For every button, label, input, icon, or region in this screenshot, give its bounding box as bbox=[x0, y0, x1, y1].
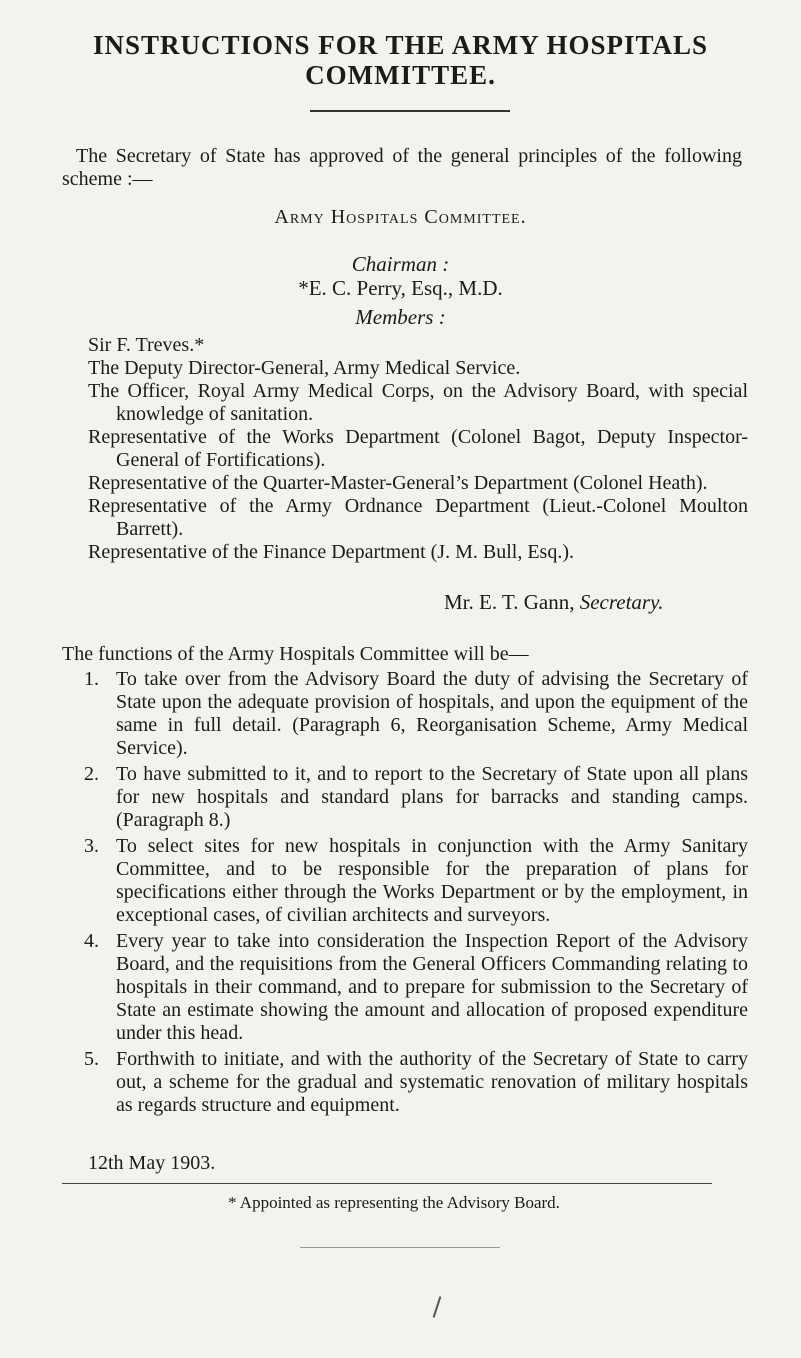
function-item bbox=[62, 835, 748, 927]
intro-paragraph bbox=[62, 145, 742, 191]
function-text: To select sites for new hospitals in conjunction with the Army Sanitary Committee, and to be responsible for the preparation of plans for specifications either through the Works Department or by the employment, in exceptional cases, of civilian architects and surveyors. bbox=[116, 835, 748, 926]
secretary-name: Mr. E. T. Gann, bbox=[444, 590, 575, 614]
functions-list bbox=[62, 668, 748, 1120]
function-number: 5. bbox=[84, 1048, 99, 1070]
chairman-name: *E. C. Perry, Esq., M.D. bbox=[298, 276, 503, 300]
footnote: * Appointed as representing the Advisory Board. bbox=[228, 1193, 560, 1212]
end-divider bbox=[300, 1247, 500, 1248]
function-number: 1. bbox=[84, 668, 99, 690]
secretary-line bbox=[444, 590, 664, 615]
functions-intro: The functions of the Army Hospitals Committee will be— bbox=[62, 643, 529, 665]
function-text: Forthwith to initiate, and with the authority of the Secretary of State to carry out, a scheme for the gradual and systematic renovation of military hospitals as regards structure and equipment. bbox=[116, 1048, 748, 1116]
member-item: Representative of the Finance Department (J. M. Bull, Esq.). bbox=[88, 541, 574, 563]
scan-mark bbox=[433, 1296, 442, 1318]
member-item: The Officer, Royal Army Medical Corps, on the Advisory Board, with special knowledge of sanitation. bbox=[88, 380, 748, 425]
title-divider bbox=[310, 110, 510, 112]
member-item: Sir F. Treves.* bbox=[88, 334, 205, 356]
document-title-line-2: COMMITTEE. bbox=[305, 60, 496, 90]
function-item bbox=[62, 1048, 748, 1117]
function-text: To have submitted to it, and to report to the Secretary of State upon all plans for new hospitals and standard plans for barracks and standing camps. (Paragraph 8.) bbox=[116, 763, 748, 831]
function-item bbox=[62, 668, 748, 760]
function-number: 2. bbox=[84, 763, 99, 785]
function-number: 3. bbox=[84, 835, 99, 857]
intro-text: The Secretary of State has approved of the general principles of the following scheme :— bbox=[62, 145, 742, 190]
member-item: Representative of the Works Department (Colonel Bagot, Deputy Inspector-General of Fortifications). bbox=[88, 426, 748, 471]
member-item: Representative of the Quarter-Master-General’s Department (Colonel Heath). bbox=[88, 472, 708, 494]
function-text: To take over from the Advisory Board the duty of advising the Secretary of State upon the adequate provision of hospitals, and upon the equipment of the same in full detail. (Paragraph 6, Reorganisation Scheme, Army Medical Service). bbox=[116, 668, 748, 759]
committee-heading: Army Hospitals Committee. bbox=[274, 206, 527, 228]
function-item bbox=[62, 763, 748, 832]
member-item: The Deputy Director-General, Army Medical Service. bbox=[88, 357, 521, 379]
footnote-divider bbox=[62, 1183, 712, 1184]
function-item bbox=[62, 930, 748, 1045]
chairman-label: Chairman : bbox=[351, 252, 450, 276]
members-list bbox=[88, 334, 748, 564]
function-number: 4. bbox=[84, 930, 99, 952]
document-date: 12th May 1903. bbox=[88, 1152, 216, 1174]
member-item: Representative of the Army Ordnance Department (Lieut.-Colonel Moulton Barrett). bbox=[88, 495, 748, 540]
function-text: Every year to take into consideration the Inspection Report of the Advisory Board, and the requisitions from the General Officers Commanding relating to hospitals in their command, and to prepare for submission to the Secretary of State an estimate showing the amount and allocation of proposed expenditure under this head. bbox=[116, 930, 748, 1044]
secretary-role: Secretary. bbox=[579, 590, 664, 614]
document-title-line-1: INSTRUCTIONS FOR THE ARMY HOSPITALS bbox=[92, 30, 709, 60]
members-label: Members : bbox=[355, 305, 446, 329]
